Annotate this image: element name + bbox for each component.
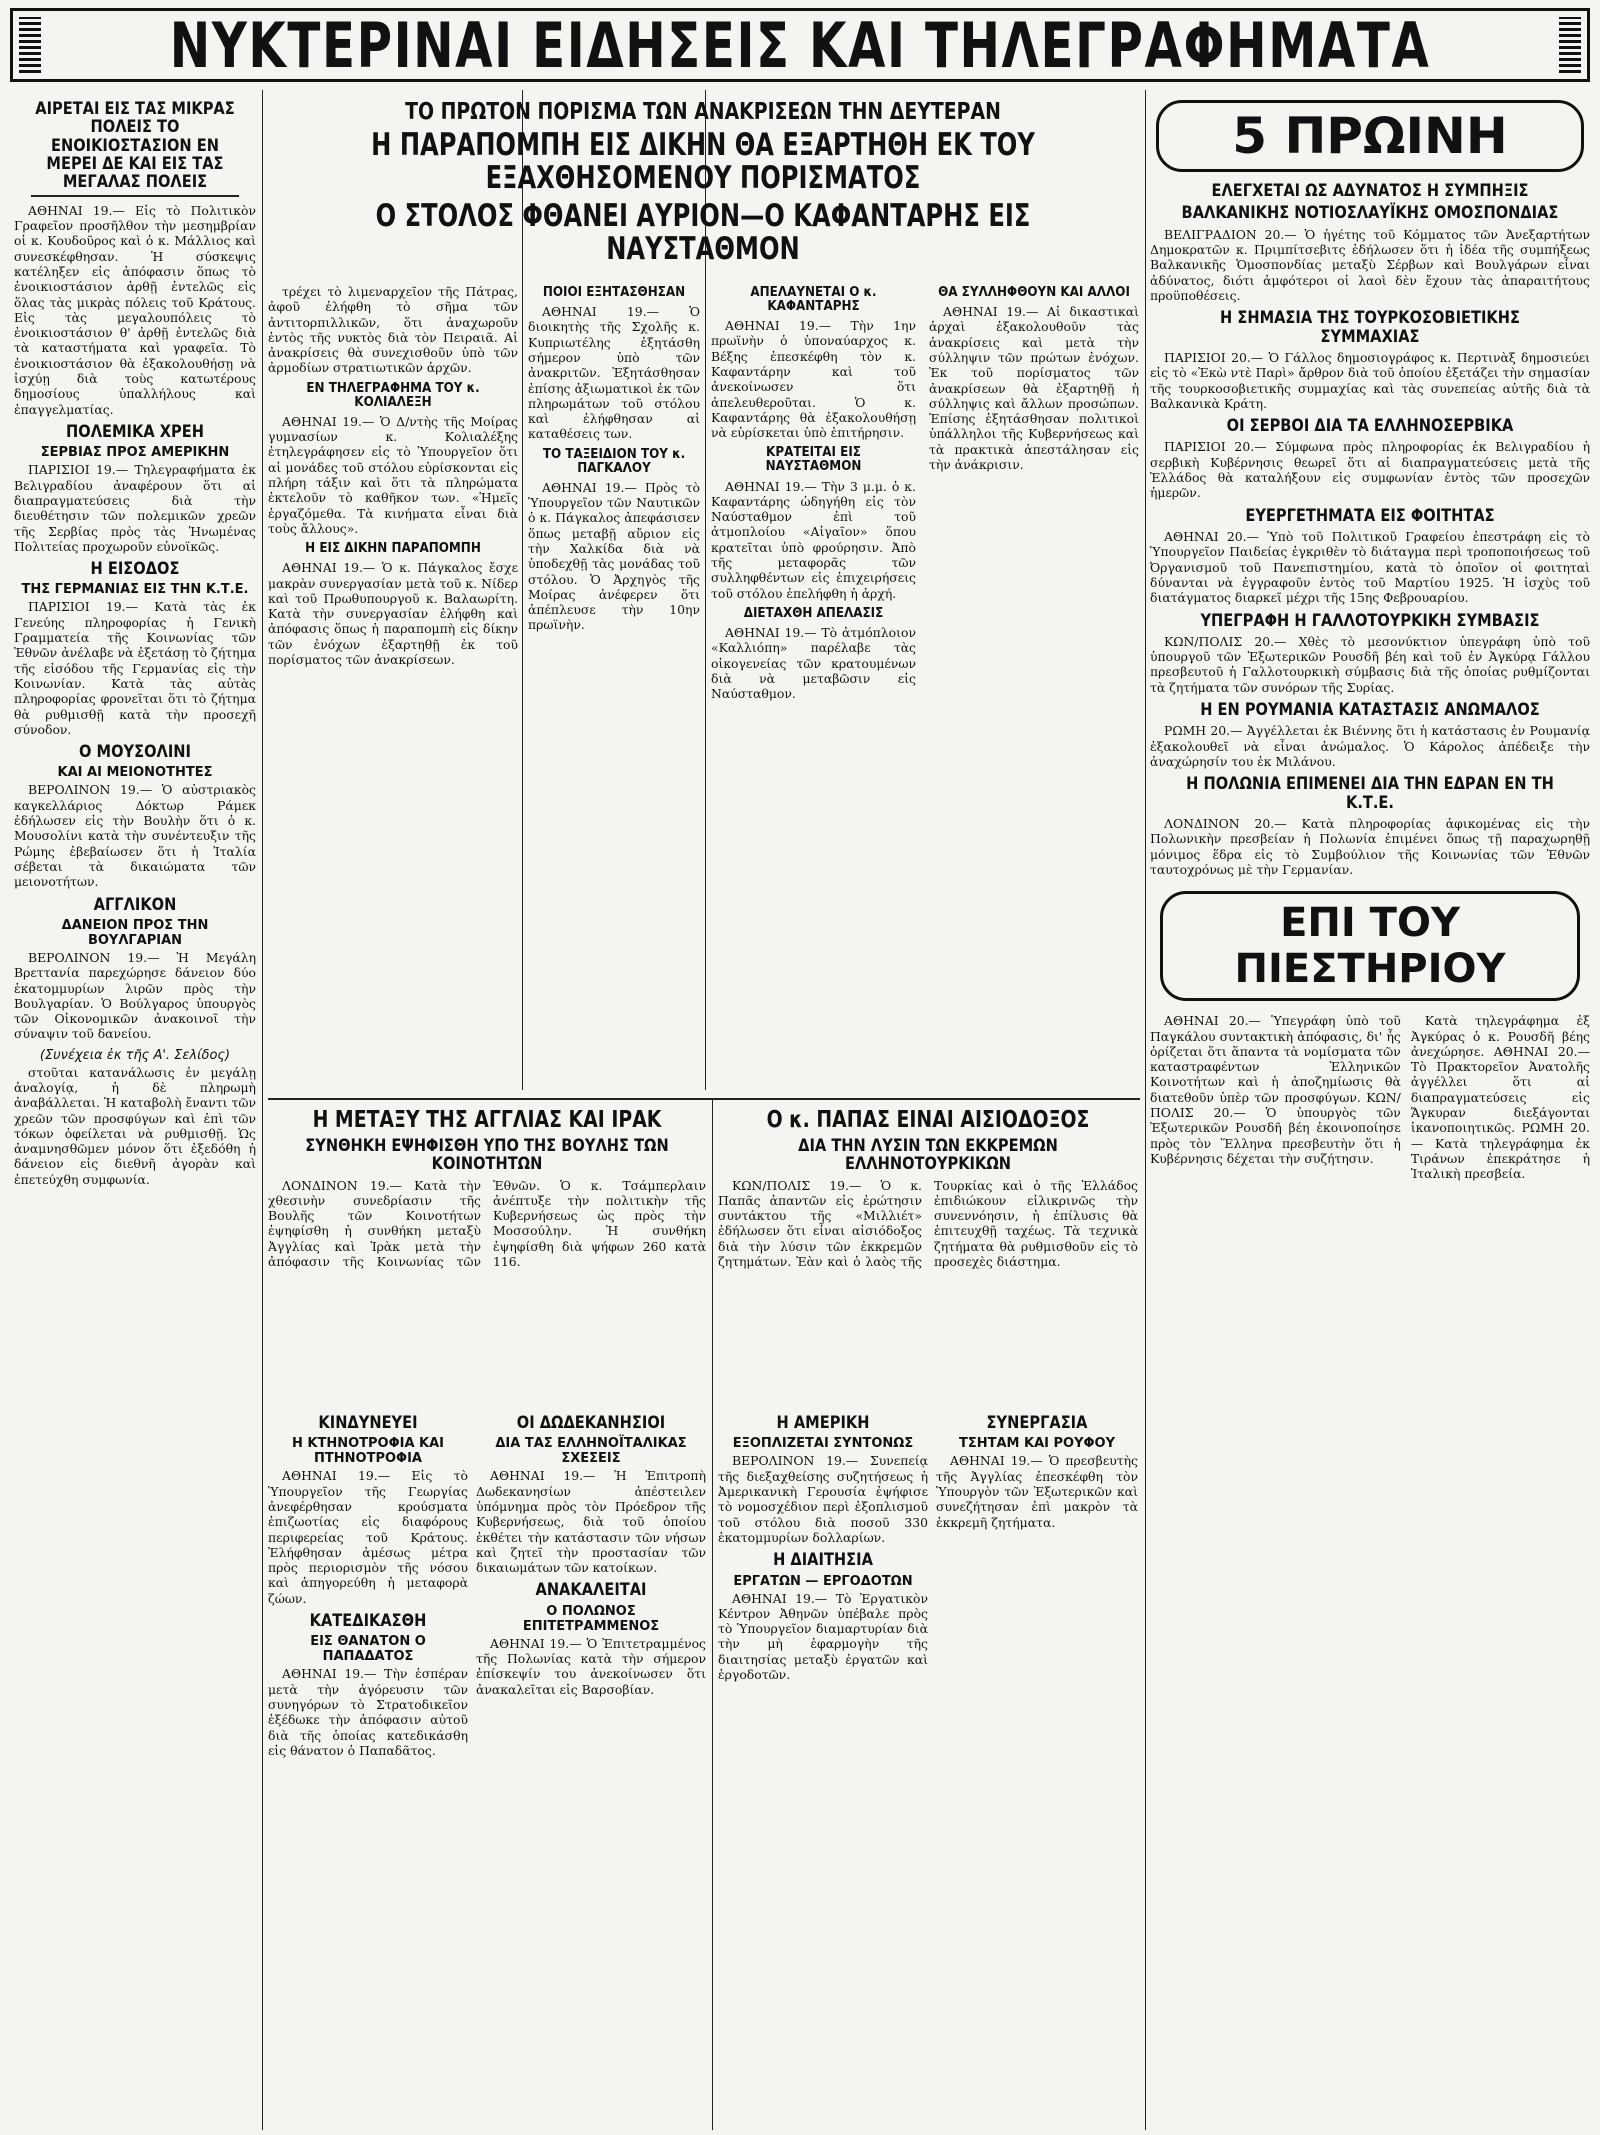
article-arrest-body: ΑΘΗΝΑΙ 19.— Αἱ δικαστικαὶ ἀρχαὶ ἐξακολουθοῦν τὰς ἀνακρίσεις καὶ μετὰ τὴν σύλληψιν τῶν πρώτων ἐνόχων. Ἐκ τοῦ πορίσματος τῶν ἀνακρίσεων θὰ ἐξαρτηθῇ ἡ σύλληψις καὶ ἄλλων προσώπων. Ἐπίσης ἐξητάσθησαν πολιτικοὶ ὑπάλληλοι τῆς Κυβερνήσεως καὶ τὰ πρακτικὰ ἀπεστάλησαν εἰς τὴν ἀνάκρισιν.	[929, 304, 1139, 472]
article-entry-subhead: ΤΗΣ ΓΕΡΜΑΝΙΑΣ ΕΙΣ ΤΗΝ Κ.Τ.Ε.	[21, 582, 249, 598]
article-sentence-body: ΑΘΗΝΑΙ 19.— Τὴν ἑσπέραν μετὰ τὴν ἀγόρευσιν τῶν συνηγόρων τὸ Στρατοδικεῖον ἐξέδωκε τὴν ἀπόφασιν αὐτοῦ διὰ τῆς ὁποίας κατεδικάσθη εἰς θάνατον ὁ Παπαδᾶτος.	[268, 1666, 468, 1758]
column-left	[14, 96, 256, 2131]
article-iraq	[268, 1104, 706, 1404]
column-center-3	[711, 282, 1139, 1102]
article-diet-body: ΑΘΗΝΑΙ 19.— Τὸ Ἐργατικὸν Κέντρον Ἀθηνῶν ὑπέβαλε πρὸς τὸ Ὑπουργεῖον διαμαρτυρίαν διὰ τὴν μὴ ἐφαρμογὴν τῆς διαιτησίας μεταξὺ ἐργατῶν καὶ ἐργοδοτῶν.	[718, 1590, 928, 1682]
article-english-loan-body: ΒΕΡΟΛΙΝΟΝ 19.— Ἡ Μεγάλη Βρεττανία παρεχώρησε δάνειον δύο ἑκατομμυρίων λιρῶν πρὸς τὴν Βουλγαρίαν. Ὁ Βούλγαρος ὑπουργὸς τῶν Οἰκονομικῶν ἀνακοινοῖ τὴν σύναψιν τοῦ δανείου.	[14, 949, 256, 1042]
article-held-body: ΑΘΗΝΑΙ 19.— Τὴν 3 μ.μ. ὁ κ. Καφαντάρης ὡδηγήθη εἰς τὸν Ναύσταθμον ἐπὶ τοῦ ἀτμοπλοίου «Αἰγαῖον» ὅπου κρατεῖται ὑπὸ φρούρησιν. Ἀπὸ τῆς μεταφορᾶς τῶν συλληφθέντων εἰς ἐπιχειρήσεις τοῦ στόλου ἐπελήφθη ἡ ἀρχή.	[711, 478, 916, 601]
article-mussolini-subhead: ΚΑΙ ΑΙ ΜΕΙΟΝΟΤΗΤΕΣ	[57, 765, 213, 781]
article-trial-headline: Η ΕΙΣ ΔΙΚΗΝ ΠΑΡΑΠΟΜΠΗ	[305, 541, 481, 557]
article-dodecanese-subhead: ΔΙΑ ΤΑΣ ΕΛΛΗΝΟΪΤΑΛΙΚΑΣ ΣΧΕΣΕΙΣ	[495, 1436, 687, 1467]
article-dodecanese-body: ΑΘΗΝΑΙ 19.— Ἡ Ἐπιτροπὴ Δωδεκανησίων ἀπέστειλεν ὑπόμνημα πρὸς τὸν Πρόεδρον τῆς Κυβερνήσεως, διὰ τοῦ ὁποίου ἐκθέτει τὴν κατάστασιν τῶν νήσων καὶ ζητεῖ τὴν προστασίαν τῶν δικαιωμάτων τῶν κατοίκων.	[476, 1468, 706, 1576]
article-iraq-body: ΛΟΝΔΙΝΟΝ 19.— Κατὰ τὴν χθεσινὴν συνεδρίασιν τῆς Βουλῆς τῶν Κοινοτήτων ἐψηφίσθη ἡ συνθήκη μεταξὺ Ἀγγλίας καὶ Ἰρὰκ μετὰ τὴν ἀπόφασιν τῆς Κοινωνίας τῶν Ἐθνῶν. Ὁ κ. Τσάμπερλαιν ἀνέπτυξε τὴν πολιτικὴν τῆς Κυβερνήσεως ὡς πρὸς τὴν Μοσσούλην. Ἡ συνθήκη ἐψηφίσθη διὰ ψήφων 260 κατὰ 116.	[268, 1177, 706, 1270]
article-serbs-body: ΠΑΡΙΣΙΟΙ 20.— Σύμφωνα πρὸς πληροφορίας ἐκ Βελιγραδίου ἡ σερβικὴ Κυβέρνησις θεωρεῖ ὅτι αἱ διαπραγματεύσεις μετὰ τῆς Ἑλλάδος θὰ καταλήξουν εἰς συμφωνίαν ἐντὸς τῶν προσεχῶν ἡμερῶν.	[1150, 439, 1590, 501]
article-order-body: ΑΘΗΝΑΙ 19.— Τὸ ἀτμόπλοιον «Καλλιόπη» παρέλαβε τὰς οἰκογενείας τῶν κρατουμένων διὰ νὰ μεταβῶσιν εἰς Ναύσταθμον.	[711, 624, 916, 702]
column-rule	[1145, 90, 1146, 2130]
continued-note: (Συνέχεια ἐκ τῆς Α'. Σελίδος)	[39, 1047, 231, 1063]
article-danger-subhead: Η ΚΤΗΝΟΤΡΟΦΙΑ ΚΑΙ ΠΤΗΝΟΤΡΟΦΙΑ	[291, 1436, 445, 1467]
article-rent-headline: ΑΙΡΕΤΑΙ ΕΙΣ ΤΑΣ ΜΙΚΡΑΣ ΠΟΛΕΙΣ ΤΟ ΕΝΟΙΚΙΟΣΤΑΣΙΟΝ ΕΝ ΜΕΡΕΙ ΔΕ ΚΑΙ ΕΙΣ ΤΑΣ ΜΕΓΑΛΑΣ ΠΟΛΕΙΣ	[31, 100, 239, 197]
continued-body: στοῦται κατανάλωσις ἐν μεγάλῃ ἀναλογίᾳ, ἡ δὲ πληρωμὴ ἀναβάλλεται. Ἡ καταβολὴ ἔναντι τῶν χρεῶν τῶν προσφύγων καὶ ἐπὶ τῶν τόκων ὀφείλεται νὰ ρυθμισθῇ. Ὡς ἀναμνησθῶμεν μόνον ὅτι ἐξεδόθη ἡ δάνειον εἰς διεθνῆ ἀγορὰν καὶ ἐπετεύχθη συμφωνία.	[14, 1064, 256, 1187]
article-america-subhead: ΕΞΟΠΛΙΖΕΤΑΙ ΣΥΝΤΟΝΩΣ	[732, 1436, 914, 1452]
article-examined-headline: ΠΟΙΟΙ ΕΞΗΤΑΣΘΗΣΑΝ	[542, 285, 686, 300]
article-students-headline: ΕΥΕΡΓΕΤΗΜΑΤΑ ΕΙΣ ΦΟΙΤΗΤΑΣ	[1245, 505, 1495, 526]
article-sentence-subhead: ΕΙΣ ΘΑΝΑΤΟΝ Ο ΠΑΠΑΔΑΤΟΣ	[310, 1634, 426, 1665]
masthead	[10, 8, 1590, 82]
column-rule	[712, 1100, 713, 2130]
article-iraq-headline: Η ΜΕΤΑΞΥ ΤΗΣ ΑΓΓΛΙΑΣ ΚΑΙ ΙΡΑΚ	[312, 1107, 662, 1133]
article-poland-headline: Η ΠΟΛΩΝΙΑ ΕΠΙΜΕΝΕΙ ΔΙΑ ΤΗΝ ΕΔΡΑΝ ΕΝ ΤΗ Κ.Τ.Ε.	[1186, 774, 1554, 813]
article-danger-headline: ΚΙΝΔΥΝΕΥΕΙ	[318, 1413, 418, 1433]
masthead-ornament-left	[19, 17, 41, 73]
article-coop-headline: ΣΥΝΕΡΓΑΣΙΑ	[986, 1413, 1088, 1433]
banner-subhead: Ο ΣΤΟΛΟΣ ΦΘΑΝΕΙ ΑΥΡΙΟΝ—Ο ΚΑΦΑΝΤΑΡΗΣ ΕΙΣ ΝΑΥΣΤΑΘΜΟΝ	[375, 197, 1031, 268]
article-poland-body: ΛΟΝΔΙΝΟΝ 20.— Κατὰ πληροφορίας ἀφικομένας εἰς τὴν Πολωνικὴν πρεσβείαν ἡ Πολωνία ἐπιμένει ὅπως τῇ παραχωρηθῇ μόνιμος ἕδρα εἰς τὸ Συμβούλιον τῆς Κοινωνίας τῶν Ἐθνῶν ταυτοχρόνως μὲ τὴν Γερμανίαν.	[1150, 816, 1590, 877]
article-english-loan-headline: ΑΓΓΛΙΚΟΝ	[93, 894, 177, 915]
article-recalls-subhead: Ο ΠΟΛΩΝΟΣ ΕΠΙΤΕΤΡΑΜΜΕΝΟΣ	[522, 1603, 660, 1634]
article-held-headline: ΚΡΑΤΕΙΤΑΙ ΕΙΣ ΝΑΥΣΤΑΘΜΟΝ	[765, 445, 862, 475]
article-entry-headline: Η ΕΙΣΟΔΟΣ	[90, 559, 180, 580]
article-iraq-subhead: ΣΥΝΘΗΚΗ ΕΨΗΦΙΣΘΗ ΥΠΟ ΤΗΣ ΒΟΥΛΗΣ ΤΩΝ ΚΟΙΝΟΤΗΤΩΝ	[305, 1135, 669, 1175]
article-war-debts-subhead: ΣΕΡΒΙΑΣ ΠΡΟΣ ΑΜΕΡΙΚΗΝ	[40, 445, 230, 461]
column-mid-3	[718, 1410, 928, 2130]
article-america-body: ΒΕΡΟΛΙΝΟΝ 19.— Συνεπείᾳ τῆς διεξαχθείσης συζητήσεως ἡ Ἀμερικανικὴ Γερουσία ἐψήφισε τὸ νομοσχέδιον περὶ ἐξοπλισμοῦ τοῦ στόλου διὰ ποσοῦ 330 ἑκατομμυρίων δολλαρίων.	[718, 1453, 928, 1545]
article-english-loan-subhead: ΔΑΝΕΙΟΝ ΠΡΟΣ ΤΗΝ ΒΟΥΛΓΑΡΙΑΝ	[61, 917, 209, 948]
center-banner	[268, 96, 1138, 276]
article-release-headline: ΑΠΕΛΑΥΝΕΤΑΙ Ο κ. ΚΑΦΑΝΤΑΡΗΣ	[750, 285, 877, 315]
article-order-headline: ΔΙΕΤΑΧΘΗ ΑΠΕΛΑΣΙΣ	[743, 605, 884, 621]
banner-headline: Η ΠΑΡΑΠΟΜΠΗ ΕΙΣ ΔΙΚΗΝ ΘΑ ΕΞΑΡΤΗΘΗ ΕΚ ΤΟΥ ΕΞΑΧΘΗΣΟΜΕΝΟΥ ΠΟΡΙΣΜΑΤΟΣ	[371, 126, 1035, 197]
article-recalls-headline: ΑΝΑΚΑΛΕΙΤΑΙ	[535, 1580, 647, 1601]
article-dodecanese-headline: ΟΙ ΔΩΔΕΚΑΝΗΣΙΟΙ	[516, 1413, 666, 1433]
column-mid-2	[476, 1410, 706, 2130]
article-students-body: ΑΘΗΝΑΙ 20.— Ὑπὸ τοῦ Πολιτικοῦ Γραφείου ἐπεστράφη εἰς τὸ Ὑπουργεῖον Παιδείας ἐγκριθὲν τὸ διάταγμα περὶ τροποποιήσεως τοῦ Ὀργανισμοῦ τοῦ Πανεπιστημίου, κατὰ τὸ ὁποῖον οἱ φοιτηταὶ δύνανται νὰ ἐγγραφοῦν ἐντὸς τοῦ Μαρτίου 1925. Ἡ ἰσχὺς τοῦ διατάγματος διαρκεῖ μέχρι τῆς 15ης Φεβρουαρίου.	[1150, 529, 1590, 606]
masthead-ornament-right	[1559, 17, 1581, 73]
column-mid-4	[936, 1410, 1138, 1710]
article-arrest-headline: ΘΑ ΣΥΛΛΗΦΘΟΥΝ ΚΑΙ ΑΛΛΟΙ	[938, 285, 1130, 300]
article-pope-body: ΚΩΝ/ΠΟΛΙΣ 19.— Ὁ κ. Παπᾶς ἀπαντῶν εἰς ἐρώτησιν συντάκτου τῆς «Μιλλιέτ» ἐδήλωσεν ὅτι εἶναι αἰσιόδοξος διὰ τὴν λύσιν τῶν ἐκκρεμῶν ζητημάτων. Ἐὰν καὶ ὁ λαὸς τῆς Τουρκίας καὶ ὁ τῆς Ἑλλάδος ἐπιδιώκουν εἰλικρινῶς τὴν συνεννόησιν, ἡ ἐπίλυσις θὰ ἐπιτευχθῇ ταχέως. Τὰ τεχνικὰ ζητήματα θὰ ρυθμισθοῦν εἰς τὸ προσεχὲς διάστημα.	[718, 1177, 1138, 1270]
article-pact-subhead: ΒΑΛΚΑΝΙΚΗΣ ΝΟΤΙΟΣΛΑΥΪΚΗΣ ΟΜΟΣΠΟΝΔΙΑΣ	[1181, 203, 1559, 224]
banner-kicker: ΤΟ ΠΡΩΤΟΝ ΠΟΡΙΣΜΑ ΤΩΝ ΑΝΑΚΡΙΣΕΩΝ ΤΗΝ ΔΕΥΤΕΡΑΝ	[405, 99, 1001, 125]
article-recalls-body: ΑΘΗΝΑΙ 19.— Ὁ Ἐπιτετραμμένος τῆς Πολωνίας κατὰ τὴν σήμερον ἐπίσκεψίν του ἀνεκοίνωσεν ὅτι ἀνακαλεῖται εἰς Βαρσοβίαν.	[476, 1635, 706, 1697]
article-america-headline: Η ΑΜΕΡΙΚΗ	[776, 1413, 870, 1433]
column-center-1	[268, 282, 518, 1102]
article-war-debts-body: ΠΑΡΙΣΙΟΙ 19.— Τηλεγραφήματα ἐκ Βελιγραδίου ἀναφέρουν ὅτι αἱ διαπραγματεύσεις διὰ τὴν διευθέτησιν τῶν πολεμικῶν χρεῶν τῆς Σερβίας πρὸς τὰς Ἡνωμένας Πολιτείας προχωροῦν εὐνοϊκῶς.	[14, 462, 256, 554]
article-coop-body: ΑΘΗΝΑΙ 19.— Ὁ πρεσβευτὴς τῆς Ἀγγλίας ἐπεσκέφθη τὸν Ὑπουργὸν τῶν Ἐξωτερικῶν καὶ συνεζήτησαν ἐπὶ μακρὸν τὰ ἐκκρεμῆ ζητήματα.	[936, 1453, 1138, 1530]
article-examined-body: ΑΘΗΝΑΙ 19.— Ὁ διοικητὴς τῆς Σχολῆς κ. Κυπριωτέλης ἐξητάσθη σήμερον ὑπὸ τῶν ἀνακριτῶν. Ἐξητάσθησαν ἐπίσης ἀξιωματικοὶ ἐκ τῶν πληρωμάτων τοῦ στόλου καὶ ἐλήφθησαν αἱ καταθέσεις των.	[528, 304, 700, 442]
article-serbs-headline: ΟΙ ΣΕΡΒΟΙ ΔΙΑ ΤΑ ΕΛΛΗΝΟΣΕΡΒΙΚΑ	[1226, 416, 1514, 437]
press-box: ΕΠΙ ΤΟΥ ΠΙΕΣΤΗΡΙΟΥ	[1160, 891, 1580, 1001]
article-milk-body: ΚΩΝ/ΠΟΛΙΣ 20.— Χθὲς τὸ μεσονύκτιον ὑπεγράφη ὑπὸ τοῦ ὑπουργοῦ τῶν Ἐξωτερικῶν Ρουσδῆ βέη καὶ τοῦ ἐν Ἀγκύρᾳ Γάλλου πρεσβευτοῦ ἡ Γαλλοτουρκικὴ σύμβασις διὰ τῆς ὁποίας ρυθμίζονται τὰ ζητήματα τῶν συνόρων τῆς Συρίας.	[1150, 633, 1590, 695]
column-rule	[262, 90, 263, 2130]
article-danger-body: ΑΘΗΝΑΙ 19.— Εἰς τὸ Ὑπουργεῖον τῆς Γεωργίας ἀνεφέρθησαν κρούσματα ἐπιζωοτίας εἰς διαφόρους περιφερείας τοῦ Κράτους. Ἐλήφθησαν ἀμέσως μέτρα πρὸς περιορισμὸν τῆς νόσου καὶ ἀπηγορεύθη ἡ μεταφορὰ ζώων.	[268, 1468, 468, 1606]
column-center-2	[528, 282, 700, 1102]
article-pope-subhead: ΔΙΑ ΤΗΝ ΛΥΣΙΝ ΤΩΝ ΕΚΚΡΕΜΩΝ ΕΛΛΗΝΟΤΟΥΡΚΙΚΩΝ	[798, 1135, 1058, 1175]
article-turk-body: ΠΑΡΙΣΙΟΙ 20.— Ὁ Γάλλος δημοσιογράφος κ. Περτινὰξ δημοσιεύει εἰς τὸ «Ἐκὼ ντὲ Παρὶ» ἄρθρον διὰ τοῦ ὁποίου ἐξετάζει τὴν σημασίαν τῆς τουρκοσοβιετικῆς συμμαχίας καὶ τὰς συνεπείας αὐτῆς διὰ τὰ Βαλκανικὰ Κράτη.	[1150, 349, 1590, 411]
article-pact-body: ΒΕΛΙΓΡΑΔΙΟΝ 20.— Ὁ ἡγέτης τοῦ Κόμματος τῶν Ἀνεξαρτήτων Δημοκρατῶν κ. Πριμπίτσεβιτς ἐδήλωσεν ὅτι ἡ ἰδέα τῆς συμπήξεως Βαλκανικῆς Ὁμοσπονδίας μεταξὺ Σέρβων καὶ Βουλγάρων εἶναι ἀδύνατος, διότι ἀμφότεροι οἱ λαοὶ δὲν ἔχουν τὰς ἀπαραιτήτους προϋποθέσεις.	[1150, 226, 1590, 303]
article-kolialexi-body: ΑΘΗΝΑΙ 19.— Ὁ Δ/ντὴς τῆς Μοίρας γυμνασίων κ. Κολιαλέξης ἐτηλεγράφησεν εἰς τὸ Ὑπουργεῖον ὅτι αἱ μονάδες τοῦ στόλου εὑρίσκονται εἰς πλήρη τάξιν καὶ ὅτι τὰ πληρώματα ἐκτελοῦν τὸ καθῆκον των. «Ἡμεῖς ἐργαζόμεθα. Τὰ κινήματα εἶναι διὰ τοὺς ἄλλους».	[268, 413, 518, 536]
article-sentence-headline: ΚΑΤΕΔΙΚΑΣΘΗ	[309, 1611, 427, 1632]
article-romania-body: ΡΩΜΗ 20.— Ἀγγέλλεται ἐκ Βιέννης ὅτι ἡ κατάστασις ἐν Ρουμανίᾳ ἐξακολουθεῖ νὰ εἶναι ἀνώμαλος. Ὁ Κάρολος ἀπέδειξε τὴν ἀναχώρησίν του ἐκ Μιλάνου.	[1150, 723, 1590, 769]
press-body-left: ΑΘΗΝΑΙ 20.— Ὑπεγράφη ὑπὸ τοῦ Παγκάλου συντακτικὴ ἀπόφασις, δι' ἧς ὁρίζεται ὅτι ἅπαντα τὰ νομίσματα τῶν καταστραφέντων Ἑλληνικῶν Κοινοτήτων καὶ ἡ ἀποζημίωσις θὰ διατεθοῦν ὑπὲρ τῶν προσφύγων. ΚΩΝ/ΠΟΛΙΣ 20.— Ὁ ὑπουργὸς τῶν Ἐξωτερικῶν Ρουσδῆ βέη ἐκοινοποίησε πρὸς τὸν Ἕλληνα πρεσβευτὴν ὅτι ἡ Κυβέρνησις δέχεται τὴν συζήτησιν.	[1150, 1013, 1401, 1166]
article-trip-body: ΑΘΗΝΑΙ 19.— Πρὸς τὸ Ὑπουργεῖον τῶν Ναυτικῶν ὁ κ. Πάγκαλος ἀπεφάσισεν ὅπως μεταβῇ αὔριον εἰς τὴν Χαλκίδα διὰ νὰ ὑποδεχθῇ τὰς μονάδας τοῦ στόλου. Ὁ Ἀρχηγὸς τῆς Μοίρας ἀνέφερεν ὅτι ἀπέπλευσε τὴν 10ην πρωϊνὴν.	[528, 479, 700, 633]
article-romania-headline: Η ΕΝ ΡΟΥΜΑΝΙΑ ΚΑΤΑΣΤΑΣΙΣ ΑΝΩΜΑΛΟΣ	[1200, 700, 1540, 721]
column-right	[1150, 96, 1590, 2131]
article-pope	[718, 1104, 1138, 1404]
article-diet-headline: Η ΔΙΑΙΤΗΣΙΑ	[773, 1550, 873, 1571]
article-war-debts-headline: ΠΟΛΕΜΙΚΑ ΧΡΕΗ	[66, 421, 204, 442]
article-coop-subhead: ΤΣΗΤΑΜ ΚΑΙ ΡΟΥΦΟΥ	[958, 1436, 1116, 1452]
article-turk-headline: Η ΣΗΜΑΣΙΑ ΤΗΣ ΤΟΥΡΚΟΣΟΒΙΕΤΙΚΗΣ ΣΥΜΜΑΧΙΑΣ	[1220, 308, 1520, 347]
press-body-right: Κατὰ τηλεγράφημα ἐξ Ἀγκύρας ὁ κ. Ρουσδῆ βέης ἀνεχώρησε. ΑΘΗΝΑΙ 20.— Τὸ Πρακτορεῖον Ἀνατολῆς ἀγγέλλει ὅτι αἱ διαπραγματεύσεις εἰς Ἄγκυραν διεξάγονται ἱκανοποιητικῶς. ΡΩΜΗ 20.— Κατὰ τηλεγράφημα ἐκ Τιράνων ἐπεκράτησε ἡ Ἰταλικὴ πρεσβεία.	[1410, 1013, 1590, 1182]
banner-intro-body: τρέχει τὸ λιμεναρχεῖον τῆς Πάτρας, ἀφοῦ ἐλήφθη τὸ σῆμα τῶν ἀντιτορπιλλικῶν, ὅτι ἀναχωροῦν ἐντὸς τῆς νυκτὸς διὰ τὸν Πειραιᾶ. Αἱ ἀνακρίσεις θὰ συνεχισθοῦν ὑπὸ τῶν ἀρμοδίων στρατιωτικῶν ἀρχῶν.	[268, 284, 518, 376]
article-trip-headline: ΤΟ ΤΑΞΕΙΔΙΟΝ ΤΟΥ κ. ΠΑΓΚΑΛΟΥ	[542, 446, 686, 476]
section-rule	[268, 1098, 1140, 1100]
article-milk-headline: ΥΠΕΓΡΑΦΗ Η ΓΑΛΛΟΤΟΥΡΚΙΚΗ ΣΥΜΒΑΣΙΣ	[1200, 610, 1540, 631]
edition-box: 5 ΠΡΩΙΝΗ	[1156, 100, 1584, 172]
article-release-body: ΑΘΗΝΑΙ 19.— Τὴν 1ην πρωϊνὴν ὁ ὑποναύαρχος κ. Βέξης ἐπεσκέφθη τὸν κ. Καφαντάρην καὶ τοῦ ἀνεκοίνωσεν ὅτι ἀπελευθεροῦται. Ὁ κ. Καφαντάρης θὰ ἐξακολουθήσῃ νὰ εὑρίσκεται ὑπὸ ἐπιτήρησιν.	[711, 318, 916, 441]
masthead-title: ΝΥΚΤΕΡΙΝΑΙ ΕΙΔΗΣΕΙΣ ΚΑΙ ΤΗΛΕΓΡΑΦΗΜΑΤΑ	[169, 8, 1431, 82]
article-trial-body: ΑΘΗΝΑΙ 19.— Ὁ κ. Πάγκαλος ἔσχε μακρὰν συνεργασίαν μετὰ τοῦ κ. Νίδερ καὶ τοῦ Πρωθυπουργοῦ κ. Βαλαωρίτη. Κατὰ τὴν συνεργασίαν ἐλήφθη καὶ ἀπόφασις ὅπως ἡ παραπομπὴ εἰς δίκην τῶν ἐνόχων ἐξαρτηθῇ ἐκ τοῦ πορίσματος τῶν ἀνακρίσεων.	[268, 560, 518, 668]
article-entry-body: ΠΑΡΙΣΙΟΙ 19.— Κατὰ τὰς ἐκ Γενεύης πληροφορίας ἡ Γενικὴ Γραμματεία τῆς Κοινωνίας τῶν Ἐθνῶν ἀνέλαβε νὰ ἐξετάσῃ τὸ ζήτημα τῆς εἰσόδου τῆς Γερμανίας εἰς τὴν Κοινωνίαν. Κατὰ τὰς αὐτὰς πληροφορίας φρονεῖται ὅτι τὸ ζήτημα θὰ ρυθμισθῇ κατὰ τὴν προσεχῆ σύνοδον.	[14, 599, 256, 737]
article-rent-body: ΑΘΗΝΑΙ 19.— Εἰς τὸ Πολιτικὸν Γραφεῖον προσῆλθον τὴν μεσημβρίαν οἱ κ. Κουδοῦρος καὶ ὁ κ. Μάλλιος καὶ συνεσκέφθησαν. Ἡ σύσκεψις κατέληξεν εἰς ἀπόφασιν ὅπως τὸ ἐνοικιοστάσιον ἀρθῇ ἐντελῶς εἰς ὅλας τὰς μικρὰς πόλεις τοῦ Κράτους. Εἰς τὰς μεγαλουπόλεις τὸ ἐνοικιοστάσιον θ' ἀρθῇ ἐντελῶς διὰ τὰ καταστήματα καὶ γραφεῖα. Τὸ ἐνοικιοστάσιον θὰ ἐξακολουθήσῃ νὰ ἰσχύῃ διὰ τοὺς κατωτέρους δημοσίους ὑπαλλήλους καὶ ἐπαγγελματίας.	[14, 202, 256, 417]
article-pact-headline: ΕΛΕΓΧΕΤΑΙ ΩΣ ΑΔΥΝΑΤΟΣ Η ΣΥΜΠΗΞΙΣ	[1211, 181, 1529, 201]
article-diet-subhead: ΕΡΓΑΤΩΝ — ΕΡΓΟΔΟΤΩΝ	[733, 1573, 913, 1589]
article-kolialexi-headline: ΕΝ ΤΗΛΕΓΡΑΦΗΜΑ ΤΟΥ κ. ΚΟΛΙΑΛΕΞΗ	[306, 380, 480, 410]
article-pope-headline: Ο κ. ΠΑΠΑΣ ΕΙΝΑΙ ΑΙΣΙΟΔΟΞΟΣ	[766, 1107, 1090, 1133]
column-mid-1	[268, 1410, 468, 2130]
article-mussolini-headline: Ο ΜΟΥΣΟΛΙΝΙ	[79, 742, 191, 763]
article-mussolini-body: ΒΕΡΟΛΙΝΟΝ 19.— Ὁ αὐστριακὸς καγκελλάριος Δόκτωρ Ράμεκ ἐδήλωσεν εἰς τὴν Βουλὴν ὅτι ὁ κ. Μουσολίνι κατὰ τὴν συνέντευξιν τῆς Ρώμης ἐβεβαίωσεν ὅτι ἡ Ἰταλία σέβεται τὰ δικαιώματα τῶν μειονοτήτων.	[14, 782, 256, 890]
